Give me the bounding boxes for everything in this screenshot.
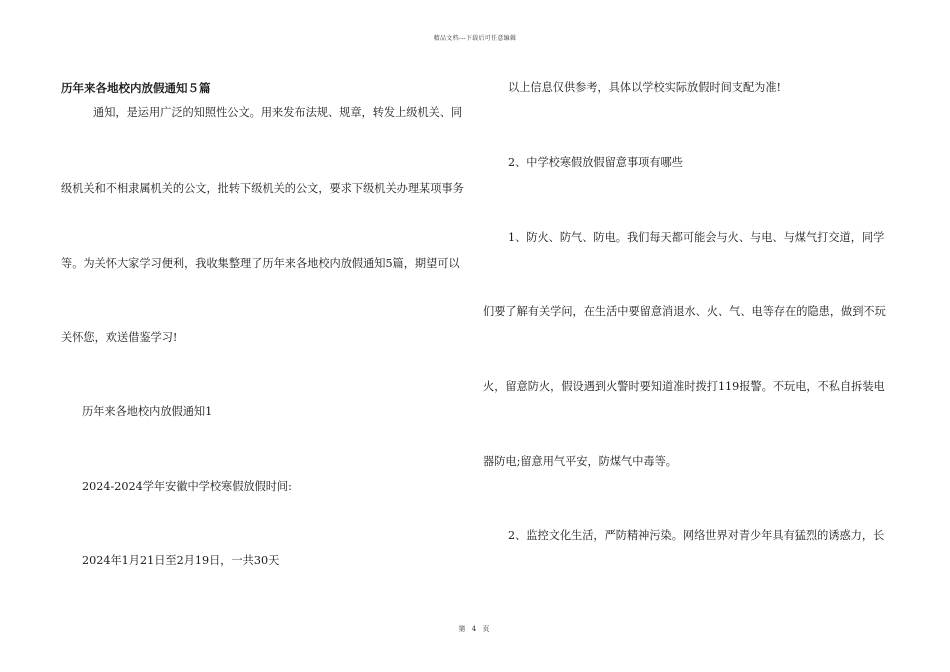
- paragraph-line: 关怀您，欢送借鉴学习!: [61, 331, 178, 344]
- section-heading: 2、中学校寒假放假留意事项有哪些: [508, 156, 683, 169]
- paragraph-line: 2024年1月21日至2月19日，一共30天: [82, 554, 280, 567]
- document-title: 历年来各地校内放假通知５篇: [61, 81, 211, 95]
- page-number: 第 4 页: [458, 625, 492, 633]
- paragraph-line: 以上信息仅供参考，具体以学校实际放假时间支配为准!: [508, 81, 781, 94]
- paragraph-line: 1、防火、防气、防电。我们每天都可能会与火、与电、与煤气打交道，同学: [508, 231, 885, 244]
- paragraph-line: 器防电;留意用气平安，防煤气中毒等。: [483, 455, 677, 468]
- paragraph-line: 级机关和不相隶属机关的公文，批转下级机关的公文，要求下级机关办理某项事务: [61, 182, 464, 195]
- paragraph-line: 火，留意防火，假设遇到火警时要知道准时拨打119报警。不玩电，不私自拆装电: [483, 380, 885, 393]
- paragraph-line: 等。为关怀大家学习便利，我收集整理了历年来各地校内放假通知5篇，期望可以: [61, 257, 460, 270]
- paragraph-line: 通知，是运用广泛的知照性公文。用来发布法规、规章，转发上级机关、同: [93, 106, 463, 119]
- paragraph-line: 2、监控文化生活，严防精神污染。网络世界对青少年具有猛烈的诱惑力，长: [508, 529, 885, 542]
- paragraph-line: 们要了解有关学问，在生活中要留意消退水、火、气、电等存在的隐患，做到不玩: [483, 305, 886, 318]
- paragraph-line: 2024-2024学年安徽中学校寒假放假时间:: [82, 480, 292, 493]
- page-header: 精品文档---下载后可任意编辑: [433, 35, 517, 42]
- section-heading: 历年来各地校内放假通知1: [82, 405, 213, 418]
